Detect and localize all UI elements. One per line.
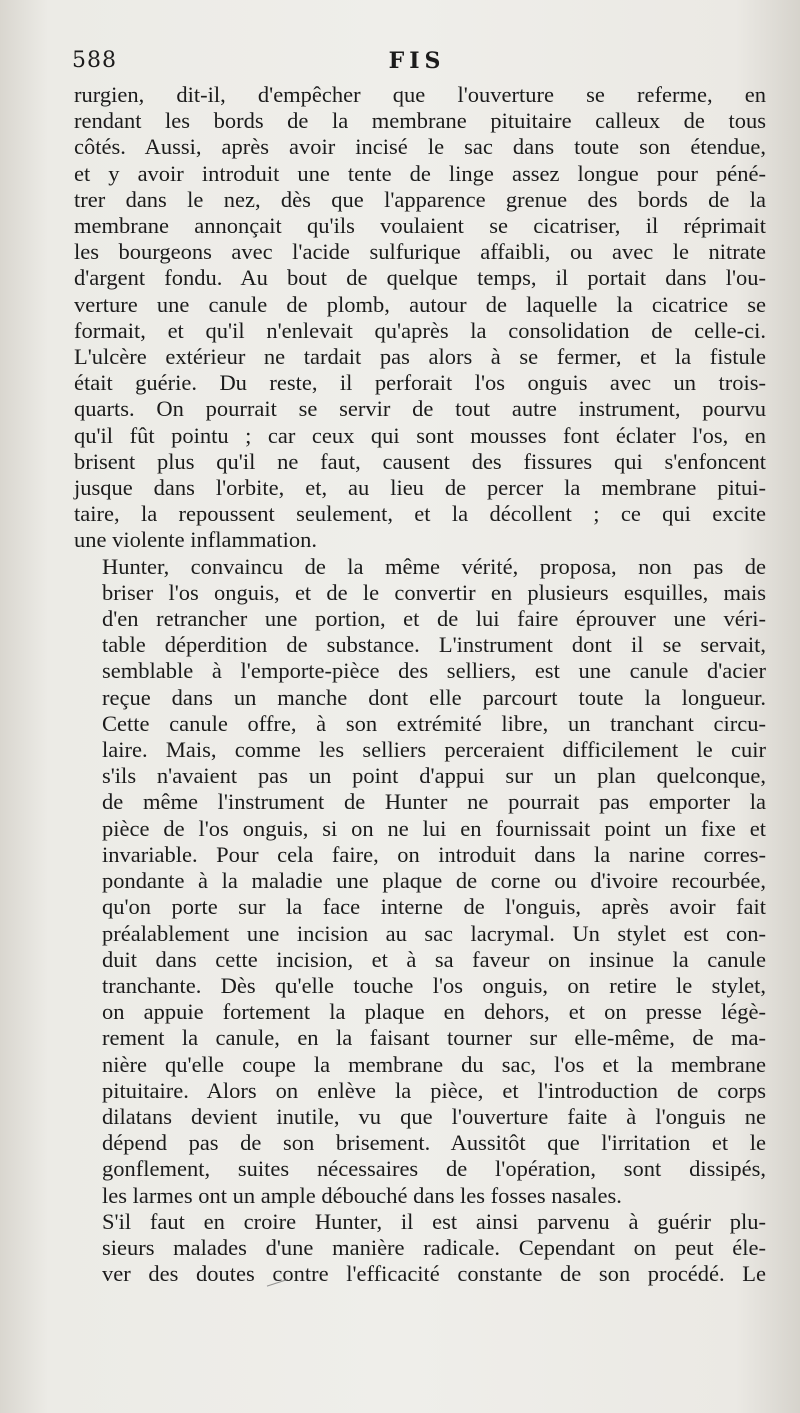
paragraph-1 [74, 82, 766, 554]
text-line: d'en retrancher une portion, et de lui faire éprouver une véri- [102, 606, 766, 632]
text-line: invariable. Pour cela faire, on introduit dans la narine corres- [102, 841, 766, 867]
text-line: briser l'os onguis, et de le convertir en plusieurs esquilles, mais [102, 579, 766, 605]
text-line: qu'il fût pointu ; car ceux qui sont mousses font éclater l'os, en [74, 422, 766, 448]
text-line: quarts. On pourrait se servir de tout autre instrument, pourvu [74, 396, 766, 422]
page-number: 588 [72, 48, 117, 73]
text-line: une violente inflammation. [74, 527, 318, 553]
text-line: jusque dans l'orbite, et, au lieu de percer la membrane pitui- [74, 475, 766, 501]
text-line: laire. Mais, comme les selliers perceraient difficilement le cuir [102, 737, 766, 763]
text-line: duit dans cette incision, et à sa faveur on insinue la canule [102, 946, 766, 972]
text-line: taire, la repoussent seulement, et la décollent ; ce qui excite [74, 501, 766, 527]
paragraph-2 [74, 554, 766, 1209]
text-line: table déperdition de substance. L'instrument dont il se servait, [102, 632, 766, 658]
text-line: dilatans devient inutile, vu que l'ouverture faite à l'onguis ne [102, 1103, 766, 1129]
running-head [72, 46, 762, 76]
text-line: ver des doutes contre l'efficacité constante de son procédé. Le [102, 1261, 766, 1287]
text-line: pondante à la maladie une plaque de corne ou d'ivoire recourbée, [102, 868, 766, 894]
text-line: membrane annonçait qu'ils voulaient se cicatriser, il réprimait [74, 213, 766, 239]
running-title: FIS [388, 48, 446, 74]
text-line: rendant les bords de la membrane pituitaire calleux de tous [74, 108, 766, 134]
text-line: s'ils n'avaient pas un point d'appui sur un plan quelconque, [102, 763, 766, 789]
text-line: pituitaire. Alors on enlève la pièce, et l'introduction de corps [102, 1077, 766, 1103]
text-line: S'il faut en croire Hunter, il est ainsi parvenu à guérir plu- [102, 1208, 766, 1234]
text-line: rement la canule, en la faisant tourner sur elle-même, de ma- [102, 1025, 766, 1051]
text-line: gonflement, suites nécessaires de l'opération, sont dissipés, [102, 1156, 766, 1182]
text-line: dépend pas de son brisement. Aussitôt que l'irritation et le [102, 1130, 766, 1156]
text-line: les larmes ont un ample débouché dans les fosses nasales. [102, 1182, 622, 1208]
text-line: côtés. Aussi, après avoir incisé le sac dans toute son étendue, [74, 134, 766, 160]
text-line: de même l'instrument de Hunter ne pourrait pas emporter la [102, 789, 766, 815]
text-line: reçue dans un manche dont elle parcourt toute la longueur. [102, 684, 766, 710]
text-line: qu'on porte sur la face interne de l'onguis, après avoir fait [102, 894, 766, 920]
text-line: rurgien, dit-il, d'empêcher que l'ouverture se referme, en [74, 82, 766, 107]
text-line: formait, et qu'il n'enlevait qu'après la consolidation de celle-ci. [74, 317, 766, 343]
text-line: Cette canule offre, à son extrémité libre, un tranchant circu- [102, 710, 766, 736]
text-line: les bourgeons avec l'acide sulfurique affaibli, ou avec le nitrate [74, 239, 766, 265]
text-line: tranchante. Dès qu'elle touche l'os onguis, on retire le stylet, [102, 972, 766, 998]
text-line: verture une canule de plomb, autour de laquelle la cicatrice se [74, 291, 766, 317]
text-line: sieurs malades d'une manière radicale. Cependant on peut éle- [102, 1234, 766, 1260]
text-line: Hunter, convaincu de la même vérité, proposa, non pas de [102, 553, 766, 579]
text-line: nière qu'elle coupe la membrane du sac, l'os et la membrane [102, 1051, 766, 1077]
text-line: était guérie. Du reste, il perforait l'os onguis avec un trois- [74, 370, 766, 396]
text-line: et y avoir introduit une tente de linge assez longue pour péné- [74, 160, 766, 186]
text-line: L'ulcère extérieur ne tardait pas alors à se fermer, et la fistule [74, 344, 766, 370]
text-line: semblable à l'emporte-pièce des selliers, est une canule d'acier [102, 658, 766, 684]
text-line: brisent plus qu'il ne faut, causent des fissures qui s'enfoncent [74, 448, 766, 474]
text-line: d'argent fondu. Au bout de quelque temps, il portait dans l'ou- [74, 265, 766, 291]
body-text [74, 82, 766, 1287]
text-line: on appuie fortement la plaque en dehors, et on presse légè- [102, 999, 766, 1025]
text-line: préalablement une incision au sac lacrymal. Un stylet est con- [102, 920, 766, 946]
text-line: pièce de l'os onguis, si on ne lui en fournissait point un fixe et [102, 815, 766, 841]
paragraph-3 [74, 1209, 766, 1288]
text-line: trer dans le nez, dès que l'apparence grenue des bords de la [74, 186, 766, 212]
